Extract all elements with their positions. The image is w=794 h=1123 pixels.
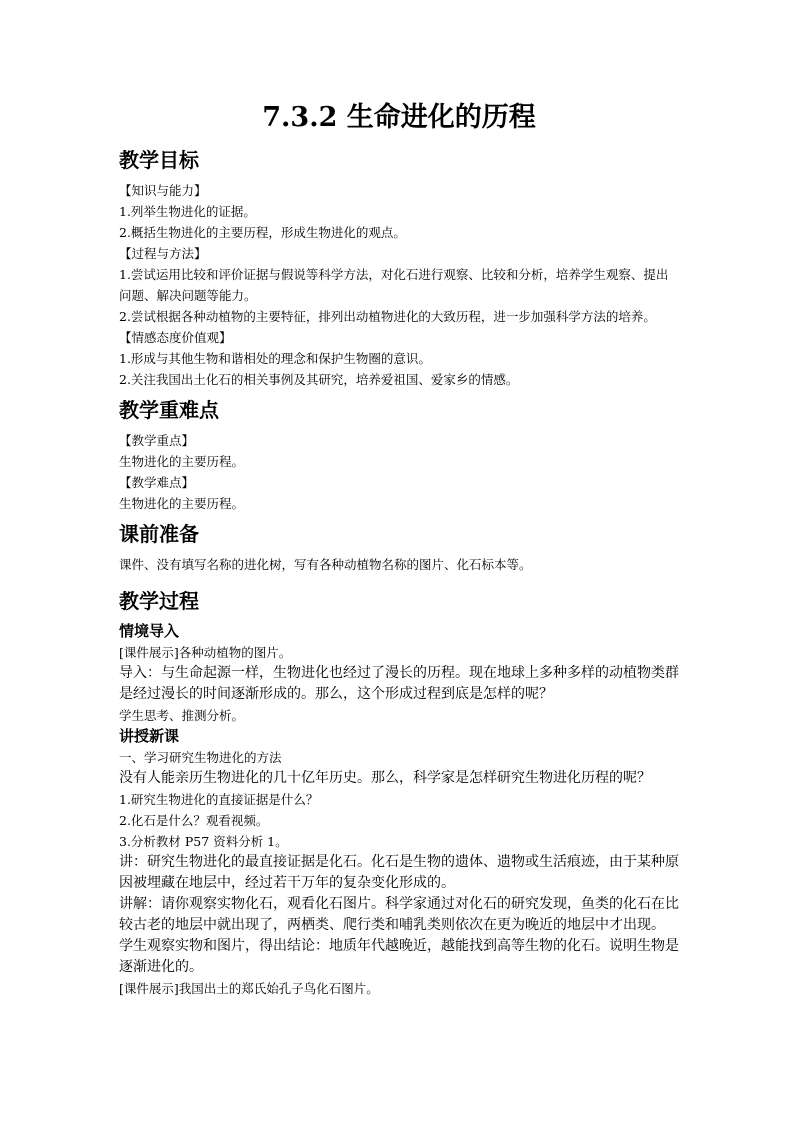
difficulty-text: 生物进化的主要历程。 bbox=[119, 496, 245, 511]
new-line-3: 1.研究生物进化的直接证据是什么？ bbox=[119, 792, 319, 807]
new-line-1: 一、学习研究生物进化的方法 bbox=[119, 750, 282, 765]
new-line-4: 2.化石是什么？观看视频。 bbox=[119, 813, 269, 828]
process-item-1: 1.尝试运用比较和评价证据与假说等科学方法，对化石进行观察、比较和分析，培养学生观察、提出问题、解决问题等能力。 bbox=[119, 267, 669, 303]
new-line-9: [课件展示]我国出土的郑氏始孔子鸟化石图片。 bbox=[119, 981, 379, 996]
intro-line-1: [课件展示]各种动植物的图片。 bbox=[119, 645, 292, 660]
knowledge-item-2: 2.概括生物进化的主要历程，形成生物进化的观点。 bbox=[119, 225, 406, 240]
new-line-6: 讲：研究生物进化的最直接证据是化石。化石是生物的遗体、遗物或生活痕迹，由于某种原因被埋藏在地层中，经过若干万年的复杂变化形成的。 bbox=[119, 854, 679, 891]
heading-intro: 情境导入 bbox=[119, 622, 180, 640]
heading-new-lesson: 讲授新课 bbox=[119, 727, 180, 745]
intro-line-2: 导入：与生命起源一样，生物进化也经过了漫长的历程。现在地球上多种多样的动植物类群是经过漫长的时间逐渐形成的。那么，这个形成过程到底是怎样的呢？ bbox=[119, 665, 679, 702]
heading-key-points: 教学重难点 bbox=[119, 398, 219, 422]
emotion-item-2: 2.关注我国出土化石的相关事例及其研究，培养爱祖国、爱家乡的情感。 bbox=[119, 372, 519, 387]
new-line-8: 学生观察实物和图片，得出结论：地质年代越晚近，越能找到高等生物的化石。说明生物是逐渐进化的。 bbox=[119, 938, 679, 975]
page-title: 7.3.2 生命进化的历程 bbox=[262, 102, 536, 133]
process-item-2: 2.尝试根据各种动植物的主要特征，排列出动植物进化的大致历程，进一步加强科学方法的培养。 bbox=[119, 309, 656, 324]
knowledge-item-1: 1.列举生物进化的证据。 bbox=[119, 204, 256, 219]
label-emotion: 【情感态度价值观】 bbox=[119, 330, 232, 345]
label-difficulty: 【教学难点】 bbox=[119, 475, 195, 490]
label-knowledge: 【知识与能力】 bbox=[119, 183, 207, 198]
focus-text: 生物进化的主要历程。 bbox=[119, 454, 245, 469]
new-line-5: 3.分析教材 P57 资料分析 1。 bbox=[119, 834, 288, 849]
preparation-text: 课件、没有填写名称的进化树，写有各种动植物名称的图片、化石标本等。 bbox=[119, 557, 532, 572]
heading-process: 教学过程 bbox=[119, 589, 199, 613]
new-line-7: 讲解：请你观察实物化石，观看化石图片。科学家通过对化石的研究发现，鱼类的化石在比较古老的地层中就出现了，两栖类、爬行类和哺乳类则依次在更为晚近的地层中才出现。 bbox=[119, 896, 679, 933]
document-page bbox=[119, 100, 679, 999]
heading-preparation: 课前准备 bbox=[119, 522, 199, 546]
label-process: 【过程与方法】 bbox=[119, 246, 207, 261]
label-focus: 【教学重点】 bbox=[119, 433, 195, 448]
intro-line-3: 学生思考、推测分析。 bbox=[119, 708, 245, 723]
emotion-item-1: 1.形成与其他生物和谐相处的理念和保护生物圈的意识。 bbox=[119, 351, 431, 366]
new-line-2: 没有人能亲历生物进化的几十亿年历史。那么，科学家是怎样研究生物进化历程的呢？ bbox=[119, 770, 651, 786]
heading-objectives: 教学目标 bbox=[119, 148, 199, 172]
